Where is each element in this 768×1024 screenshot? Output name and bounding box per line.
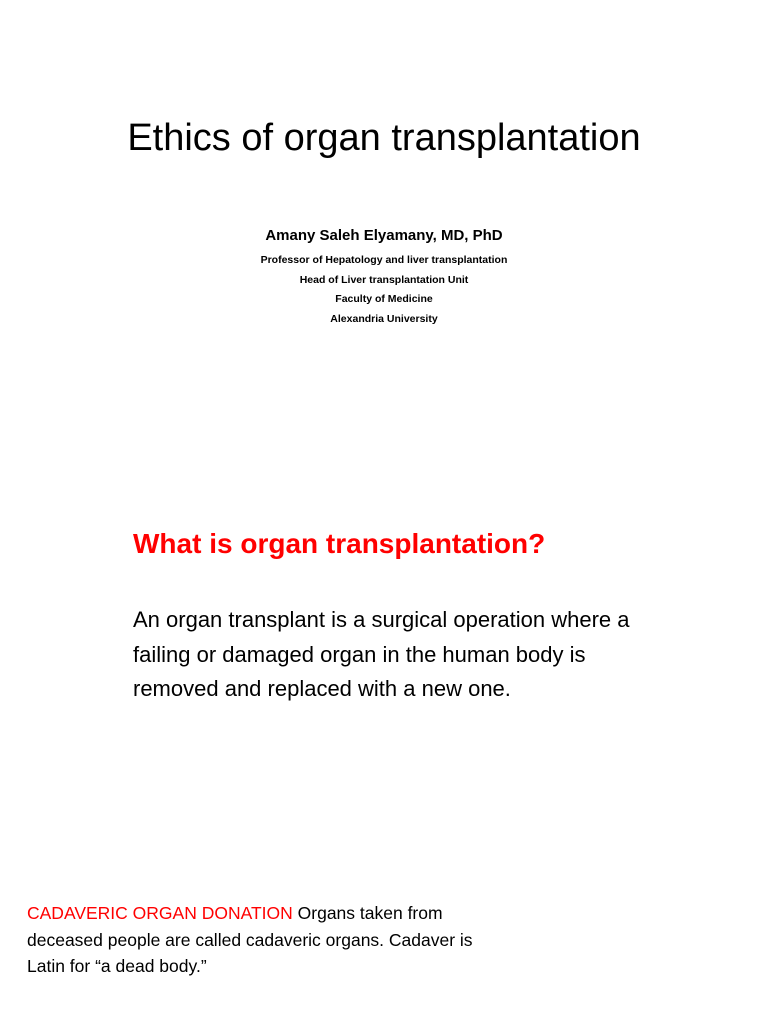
affiliation-line: Alexandria University <box>330 312 438 325</box>
affiliation-line: Faculty of Medicine <box>335 293 433 305</box>
definition-slide <box>0 500 768 800</box>
affiliation-line: Professor of Hepatology and liver transplantation <box>260 254 508 266</box>
definition-text: An organ transplant is a surgical operation where a failing or damaged organ in the human body is removed and replaced with a new one. <box>133 607 630 701</box>
affiliation-line: Head of Liver transplantation Unit <box>299 273 469 286</box>
cadaveric-paragraph <box>27 900 497 980</box>
title-slide <box>0 0 768 340</box>
slide-title: Ethics of organ transplantation <box>127 117 641 159</box>
cadaveric-heading: CADAVERIC ORGAN DONATION <box>27 903 293 923</box>
cadaveric-slide <box>0 890 768 1024</box>
question-heading: What is organ transplantation? <box>133 528 546 559</box>
affiliation-list <box>0 251 768 329</box>
author-name: Amany Saleh Elyamany, MD, PhD <box>265 227 503 244</box>
cadaveric-text: Organs taken from deceased people are called cadaveric organs. Cadaver is Latin for “a dead body.” <box>27 903 473 976</box>
